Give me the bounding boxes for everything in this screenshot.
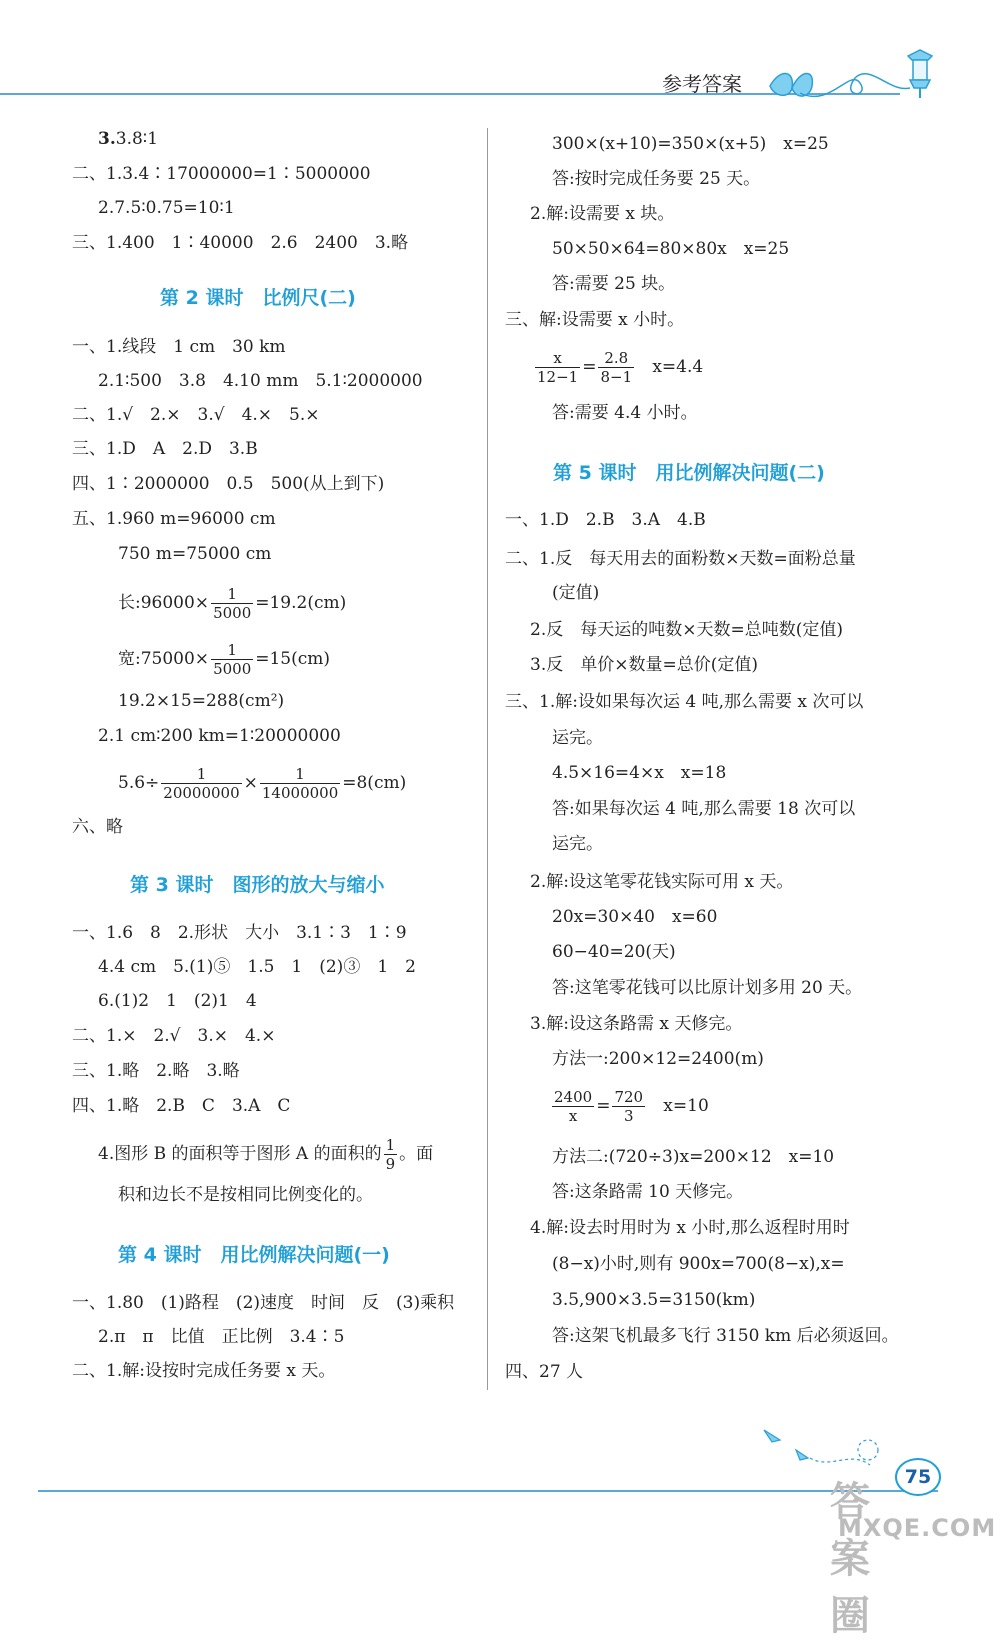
butterfly-lamp-icon: [760, 48, 940, 108]
answer-line: 答:需要 4.4 小时。: [552, 403, 698, 423]
answer-line: 二、1.× 2.√ 3.× 4.×: [72, 1026, 276, 1046]
answer-line: 积和边长不是按相同比例变化的。: [118, 1185, 373, 1205]
answer-line: 2.7.5∶0.75=10∶1: [98, 198, 235, 218]
section-title: 第 3 课时 图形的放大与缩小: [130, 874, 385, 896]
answer-line: 答:需要 25 块。: [552, 274, 676, 294]
answer-line: 二、1.反 每天用去的面粉数×天数=面粉总量: [505, 549, 856, 569]
fraction-line: $\frac{2400}{x}$ = $\frac{720}{3}$ x=10: [554, 1088, 709, 1125]
page-number: 75: [895, 1458, 941, 1496]
section-title: 第 2 课时 比例尺(二): [160, 287, 356, 309]
answer-line: 方法二:(720÷3)x=200×12 x=10: [552, 1147, 835, 1167]
answer-line: 2.解:设这笔零花钱实际可用 x 天。: [530, 872, 794, 892]
fraction-line: 4.图形 B 的面积等于图形 A 的面积的 $\frac{1}{9}$ 。面: [98, 1136, 434, 1173]
answer-line: 750 m=75000 cm: [118, 544, 272, 564]
answer-line: 3.解:设这条路需 x 天修完。: [530, 1014, 743, 1034]
answer-line: 19.2×15=288(cm²): [118, 691, 285, 711]
answer-line: 四、1∶2000000 0.5 500(从上到下): [72, 474, 385, 494]
answer-line: 2.反 每天运的吨数×天数=总吨数(定值): [530, 620, 843, 640]
fraction-line: 长:96000× $\frac{1}{5000}$ =19.2(cm): [118, 585, 347, 622]
answer-line: 一、1.线段 1 cm 30 km: [72, 337, 286, 357]
answer-line: 4.4 cm 5.(1)⑤ 1.5 1 (2)③ 1 2: [98, 957, 416, 977]
fraction-line: $\frac{x}{12-1}$ = $\frac{2.8}{8-1}$ x=4.4: [537, 349, 704, 386]
fraction-line: 宽:75000× $\frac{1}{5000}$ =15(cm): [118, 641, 331, 678]
answer-line: 4.5×16=4×x x=18: [552, 763, 727, 783]
answer-line: 300×(x+10)=350×(x+5) x=25: [552, 134, 829, 154]
answer-line: 答:这架飞机最多飞行 3150 km 后必须返回。: [552, 1326, 899, 1346]
answer-line: 2.1 cm∶200 km=1∶20000000: [98, 726, 341, 746]
answer-line: 答:按时完成任务要 25 天。: [552, 169, 761, 189]
answer-line: 一、1.D 2.B 3.A 4.B: [505, 510, 706, 530]
answer-line: 答:这笔零花钱可以比原计划多用 20 天。: [552, 978, 863, 998]
answer-line: 三、1.D A 2.D 3.B: [72, 439, 258, 459]
answer-line: 2.解:设需要 x 块。: [530, 204, 675, 224]
answer-line: 答:这条路需 10 天修完。: [552, 1182, 744, 1202]
answer-line: 3.5,900×3.5=3150(km): [552, 1290, 756, 1310]
answer-line: (定值): [552, 583, 600, 603]
answer-line: 二、1.解:设按时完成任务要 x 天。: [72, 1361, 336, 1381]
answer-line: 4.解:设去时用时为 x 小时,那么返程时用时: [530, 1218, 850, 1238]
answer-line: 2.1∶500 3.8 4.10 mm 5.1∶2000000: [98, 371, 423, 391]
answer-line: 方法一:200×12=2400(m): [552, 1049, 764, 1069]
answer-line: 2.π π 比值 正比例 3.4∶5: [98, 1327, 345, 1347]
answer-line: 二、1.√ 2.× 3.√ 4.× 5.×: [72, 405, 320, 425]
answer-line: 运完。: [552, 834, 603, 854]
answer-line: 一、1.6 8 2.形状 大小 3.1∶3 1∶9: [72, 923, 407, 943]
answer-line: 3.反 单价×数量=总价(定值): [530, 655, 758, 675]
answer-line: (8−x)小时,则有 900x=700(8−x),x=: [552, 1254, 845, 1274]
column-divider: [487, 128, 488, 1390]
header-title: 参考答案: [662, 72, 742, 96]
footer-rule: [38, 1490, 938, 1492]
answer-line: 三、1.解:设如果每次运 4 吨,那么需要 x 次可以: [505, 692, 864, 712]
answer-line: 运完。: [552, 728, 603, 748]
answer-line: 三、解:设需要 x 小时。: [505, 310, 685, 330]
answer-line: 20x=30×40 x=60: [552, 907, 718, 927]
answer-line: 四、27 人: [505, 1362, 584, 1382]
answer-line: 六、略: [72, 817, 123, 837]
answer-line: 3.3.8∶1: [98, 129, 159, 149]
answer-line: 五、1.960 m=96000 cm: [72, 509, 276, 529]
answer-line: 答:如果每次运 4 吨,那么需要 18 次可以: [552, 799, 856, 819]
answer-line: 三、1.略 2.略 3.略: [72, 1061, 240, 1081]
answer-line: 一、1.80 (1)路程 (2)速度 时间 反 (3)乘积: [72, 1293, 455, 1313]
answer-line: 四、1.略 2.B C 3.A C: [72, 1096, 291, 1116]
section-title: 第 5 课时 用比例解决问题(二): [553, 462, 825, 484]
fraction-line: 5.6÷ $\frac{1}{20000000}$ × $\frac{1}{14000000}$ =8(cm): [118, 765, 407, 802]
answer-line: 60−40=20(天): [552, 942, 676, 962]
answer-line: 二、1.3.4∶17000000=1∶5000000: [72, 164, 371, 184]
answer-line: 6.(1)2 1 (2)1 4: [98, 991, 257, 1011]
answer-line: 三、1.400 1∶40000 2.6 2400 3.略: [72, 233, 409, 253]
answer-line: 50×50×64=80×80x x=25: [552, 239, 790, 259]
section-title: 第 4 课时 用比例解决问题(一): [118, 1244, 390, 1266]
